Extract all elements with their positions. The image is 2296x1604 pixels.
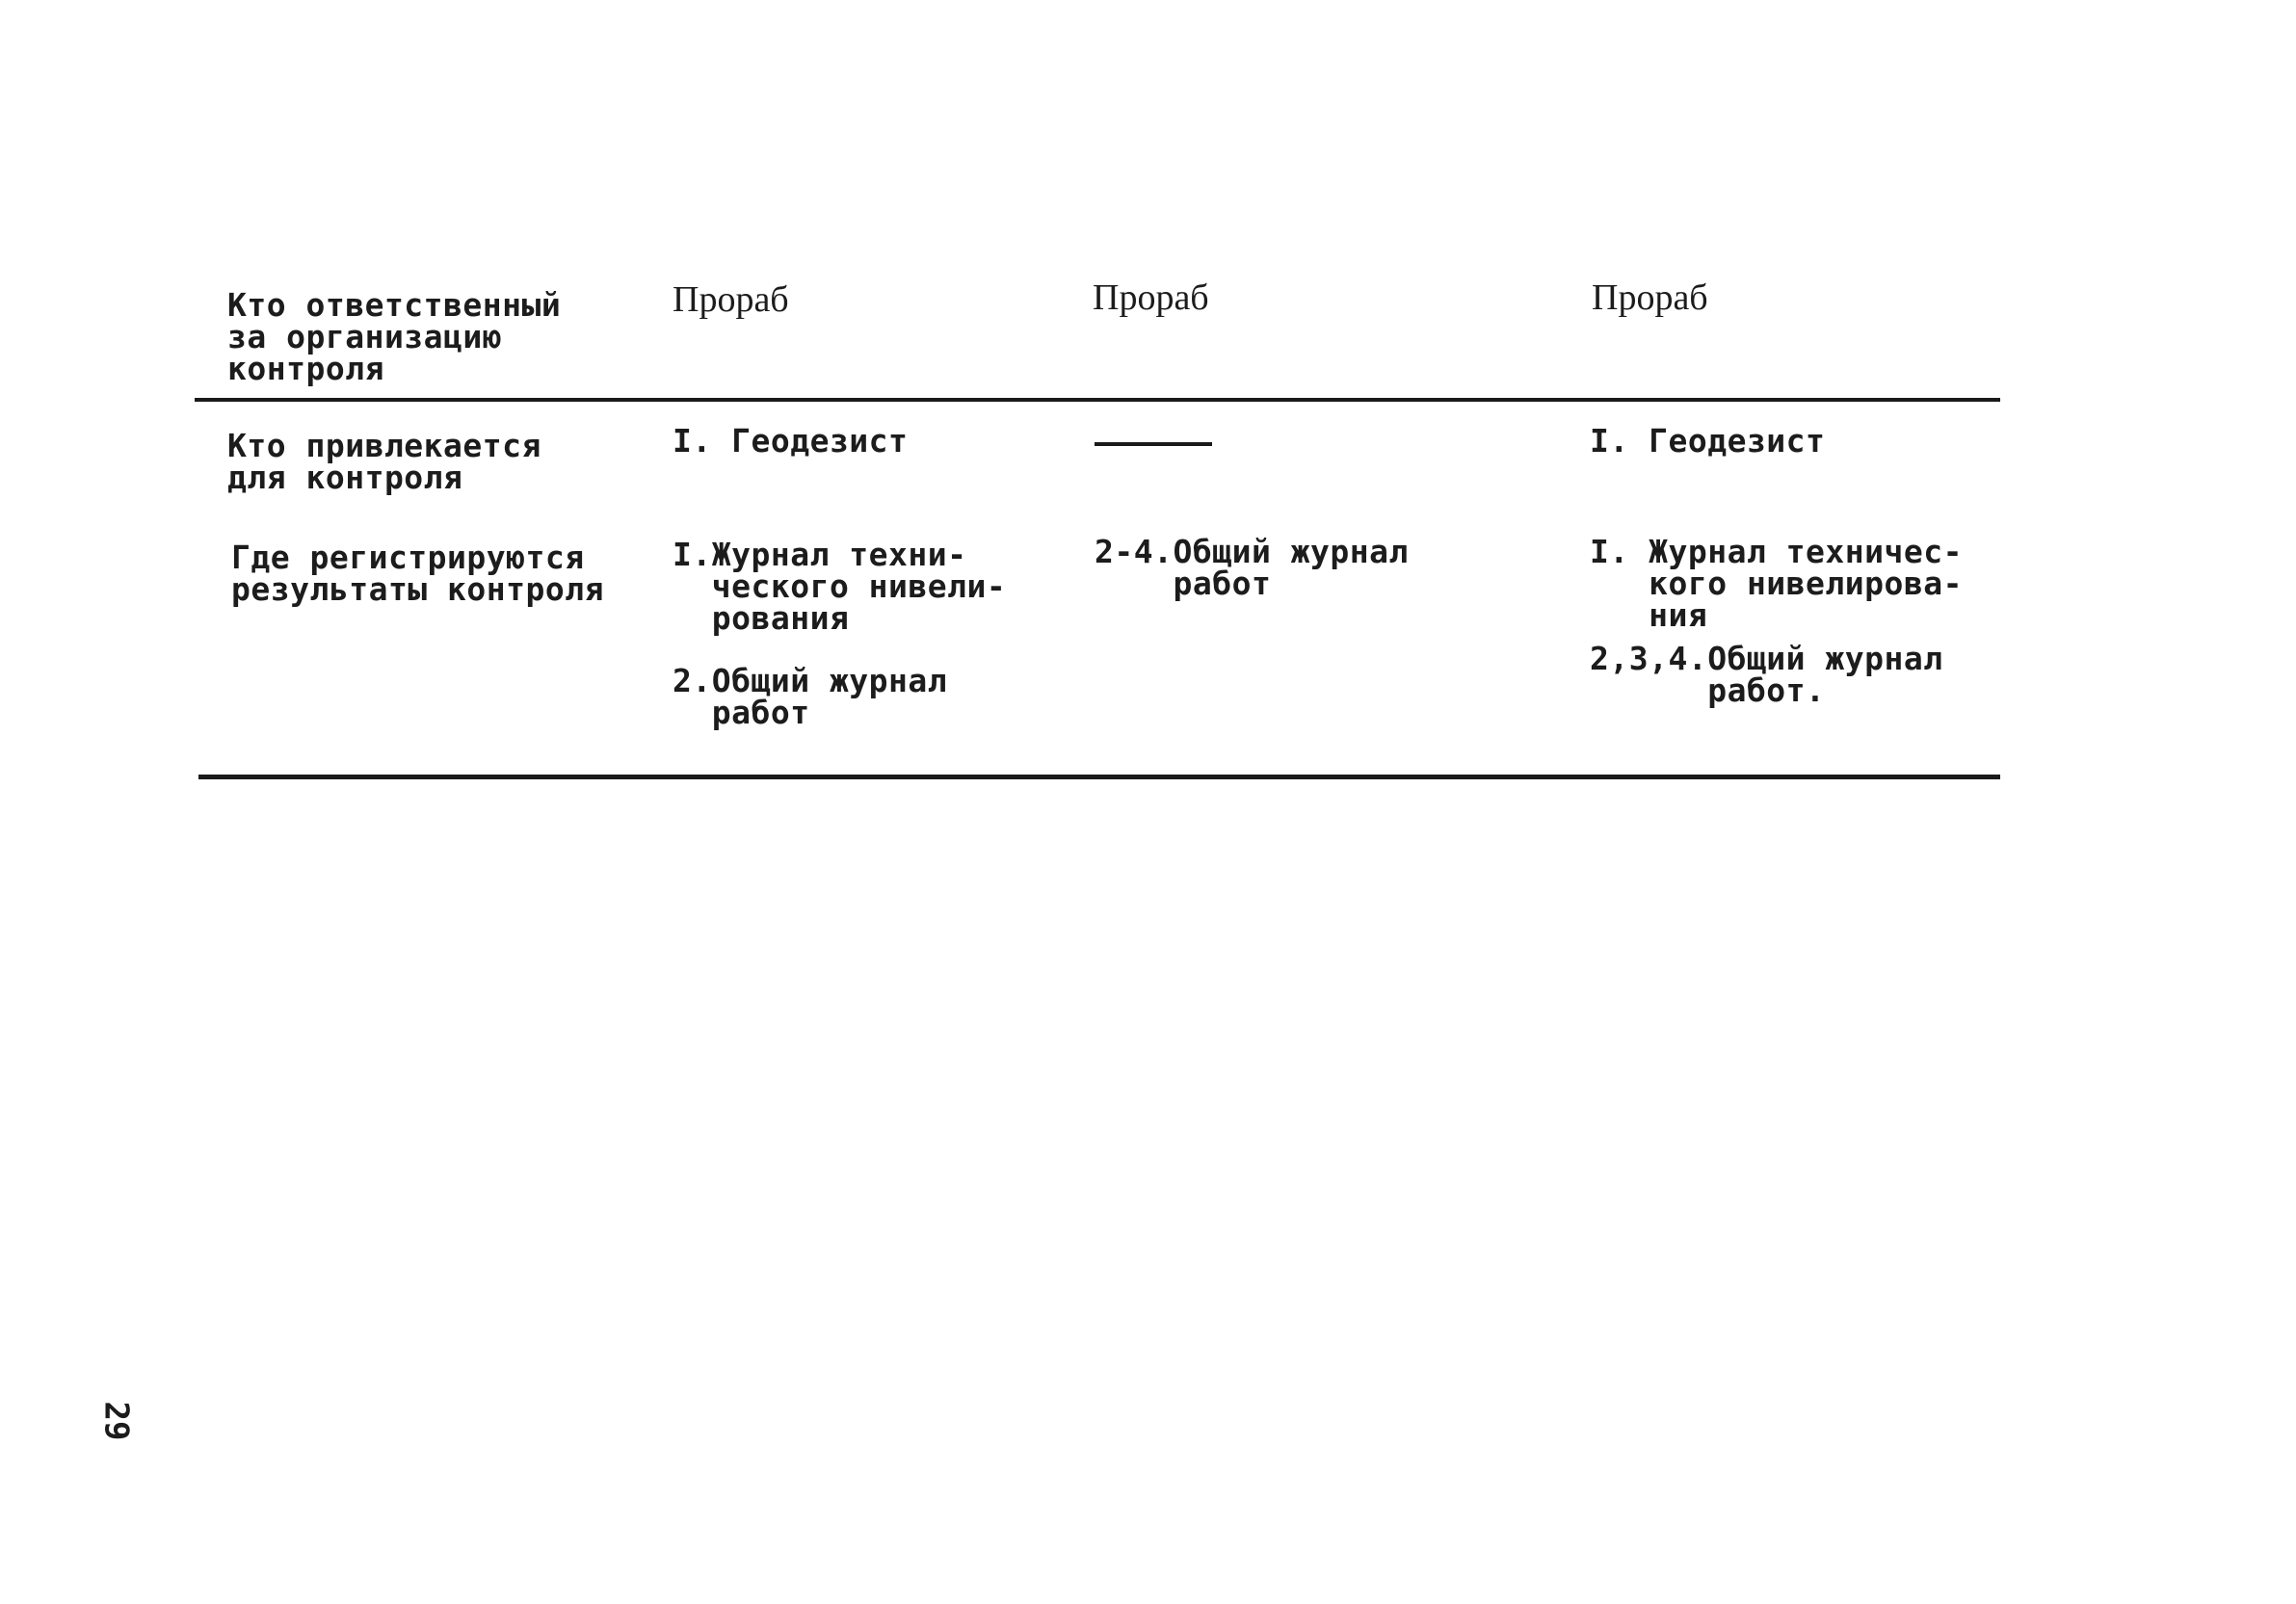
row-involved-col2-dash bbox=[1095, 442, 1212, 446]
row-involved-col1: I. Геодезист bbox=[673, 422, 909, 460]
row-registered-col2: 2-4.Общий журнал работ bbox=[1095, 533, 1409, 602]
row-registered-col1-item2: 2.Общий журнал работ bbox=[673, 662, 948, 731]
page-number: 29 bbox=[96, 1401, 136, 1441]
row-involved-col3: I. Геодезист bbox=[1590, 422, 1826, 460]
row-registered-col3-item2: 2,3,4.Общий журнал работ. bbox=[1590, 640, 1943, 709]
row-responsible-col3: Прораб bbox=[1592, 277, 1708, 318]
row-registered-label: Где регистрируются результаты контроля bbox=[231, 539, 604, 608]
row-responsible-col1: Прораб bbox=[673, 279, 789, 320]
table-rule-bottom bbox=[198, 775, 2000, 779]
row-registered-col3-item1: I. Журнал техничес- кого нивелирова- ния bbox=[1590, 533, 1963, 634]
row-registered-col1-item1: I.Журнал техни- ческого нивели- рования bbox=[673, 536, 1007, 637]
row-responsible-label: Кто ответственный за организацию контроля bbox=[227, 286, 562, 387]
row-involved-label: Кто привлекается для контроля bbox=[227, 427, 541, 496]
row-responsible-col2: Прораб bbox=[1093, 277, 1209, 318]
table-rule-top bbox=[195, 398, 2000, 402]
